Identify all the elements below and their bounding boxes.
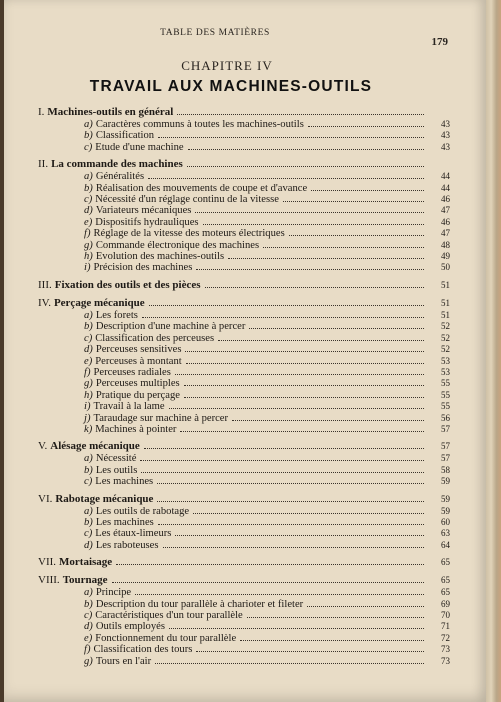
item-letter: e) <box>84 216 93 228</box>
item-letter: e) <box>84 355 93 367</box>
toc-item <box>38 476 450 487</box>
toc-section <box>38 574 450 667</box>
table-of-contents <box>38 104 450 672</box>
toc-item <box>38 344 450 355</box>
item-page-number: 56 <box>441 412 450 423</box>
toc-section-heading <box>38 279 450 292</box>
toc-item <box>38 310 450 321</box>
item-page-number: 72 <box>441 632 450 643</box>
page-edge <box>486 0 501 702</box>
item-letter: a) <box>84 453 93 465</box>
section-title: Perçage mécanique <box>53 296 145 309</box>
toc-item <box>38 633 450 644</box>
dot-leader <box>184 385 424 386</box>
toc-item <box>38 333 450 344</box>
item-page-number: 52 <box>441 321 450 332</box>
item-page-number: 57 <box>441 453 450 464</box>
item-page-number: 51 <box>441 309 450 320</box>
toc-item <box>38 610 450 621</box>
toc-section-heading <box>38 158 450 171</box>
item-text: Caractères communs à toutes les machines-outils <box>95 119 304 130</box>
toc-item <box>38 321 450 332</box>
item-letter: c) <box>84 528 93 540</box>
dot-leader <box>148 178 424 179</box>
item-text: Les étaux-limeurs <box>95 528 172 540</box>
item-page-number: 69 <box>441 598 450 609</box>
item-page-number: 63 <box>441 528 450 539</box>
dot-leader <box>240 640 424 641</box>
item-letter: f) <box>84 366 91 378</box>
section-title: Rabotage mécanique <box>55 492 154 505</box>
item-letter: g) <box>84 378 93 390</box>
item-page-number: 44 <box>441 171 450 182</box>
item-page-number: 64 <box>441 539 450 550</box>
section-page-number: 65 <box>441 575 450 586</box>
item-text: Réglage de la vitesse des moteurs électriques <box>93 228 285 240</box>
item-page-number: 58 <box>441 464 450 475</box>
dot-leader <box>144 448 424 449</box>
toc-section <box>38 556 450 569</box>
section-number: III. <box>38 278 52 291</box>
toc-item <box>38 119 450 130</box>
item-text: Réalisation des mouvements de coupe et d'avance <box>95 182 308 194</box>
item-text: Caractéristiques d'un tour parallèle <box>95 610 243 621</box>
item-page-number: 65 <box>441 587 450 598</box>
toc-section <box>38 158 450 274</box>
item-letter: i) <box>84 401 91 413</box>
item-letter: c) <box>84 141 93 153</box>
toc-section-heading <box>38 574 450 587</box>
toc-item <box>38 465 450 476</box>
item-text: Perceuses à montant <box>95 355 182 367</box>
item-text: Précision des machines <box>93 262 193 274</box>
dot-leader <box>140 460 424 461</box>
item-text: Evolution des machines-outils <box>95 251 225 263</box>
toc-item <box>38 356 450 367</box>
section-title: Alésage mécanique <box>50 440 140 453</box>
toc-item <box>38 130 450 141</box>
section-number: II. <box>38 158 49 171</box>
item-page-number: 47 <box>441 205 450 216</box>
toc-section-heading <box>38 440 450 453</box>
section-page-number: 51 <box>441 297 450 308</box>
page-number: 179 <box>431 36 448 48</box>
section-page-number: 65 <box>441 557 450 568</box>
dot-leader <box>308 126 424 127</box>
item-page-number: 70 <box>441 610 450 620</box>
item-text: Nécessité d'un réglage continu de la vitesse <box>95 194 279 206</box>
dot-leader <box>307 606 424 607</box>
item-page-number: 43 <box>441 141 450 152</box>
item-letter: c) <box>84 332 93 344</box>
item-text: Machines à pointer <box>95 423 177 435</box>
item-page-number: 60 <box>441 516 450 527</box>
dot-leader <box>187 166 424 167</box>
toc-item <box>38 217 450 228</box>
dot-leader <box>263 247 424 248</box>
toc-item <box>38 506 450 517</box>
item-letter: b) <box>84 130 93 142</box>
dot-leader <box>186 363 424 364</box>
item-page-number: 46 <box>441 216 450 227</box>
section-number: V. <box>38 440 48 453</box>
toc-section-heading <box>38 556 450 569</box>
item-letter: i) <box>84 262 91 274</box>
section-page-number: 57 <box>441 441 450 452</box>
item-letter: a) <box>84 587 93 599</box>
dot-leader <box>157 483 424 484</box>
toc-item <box>38 587 450 598</box>
item-page-number: 44 <box>441 182 450 193</box>
item-page-number: 57 <box>441 423 450 434</box>
item-text: Les machines <box>95 476 154 488</box>
item-text: Commande électronique des machines <box>95 239 260 251</box>
item-page-number: 59 <box>441 476 450 487</box>
item-letter: e) <box>84 632 93 644</box>
toc-item <box>38 367 450 378</box>
item-page-number: 55 <box>441 378 450 389</box>
toc-item <box>38 599 450 610</box>
chapter-heading: CHAPITRE IV <box>181 58 273 73</box>
dot-leader <box>155 663 424 664</box>
toc-section <box>38 440 450 487</box>
item-letter: f) <box>84 644 91 656</box>
toc-item <box>38 171 450 182</box>
item-text: Nécessité <box>95 453 137 465</box>
item-text: Classification des tours <box>93 644 193 656</box>
item-page-number: 48 <box>441 239 450 250</box>
dot-leader <box>158 137 424 138</box>
toc-item <box>38 413 450 424</box>
item-text: Principe <box>95 587 132 599</box>
item-text: Description du tour parallèle à charioter et fileter <box>95 598 304 610</box>
dot-leader <box>157 501 424 502</box>
dot-leader <box>158 524 424 525</box>
section-page-number: 51 <box>441 279 450 290</box>
dot-leader <box>135 594 424 595</box>
item-text: Taraudage sur machine à percer <box>93 412 229 424</box>
dot-leader <box>163 547 425 548</box>
dot-leader <box>169 628 424 629</box>
toc-item <box>38 378 450 389</box>
toc-item <box>38 251 450 262</box>
dot-leader <box>196 269 424 270</box>
item-text: Dispositifs hydrauliques <box>95 216 199 228</box>
item-text: Tours en l'air <box>95 655 152 667</box>
item-letter: a) <box>84 309 93 321</box>
item-text: Les raboteuses <box>95 539 159 551</box>
item-text: Les outils de rabotage <box>95 505 190 517</box>
dot-leader <box>218 340 424 341</box>
item-text: Outils employés <box>95 621 165 633</box>
dot-leader <box>185 351 424 352</box>
item-text: Pratique du perçage <box>95 389 180 401</box>
item-letter: b) <box>84 321 93 333</box>
item-text: Travail à la lame <box>93 401 165 413</box>
toc-section <box>38 106 450 153</box>
dot-leader <box>196 651 424 652</box>
toc-item <box>38 621 450 632</box>
item-page-number: 71 <box>441 621 450 632</box>
item-text: Perceuses radiales <box>93 366 171 378</box>
book-page <box>4 0 486 702</box>
toc-section-heading <box>38 493 450 506</box>
dot-leader <box>228 258 424 259</box>
item-page-number: 73 <box>441 655 450 666</box>
toc-item <box>38 528 450 539</box>
toc-item <box>38 240 450 251</box>
toc-section <box>38 297 450 435</box>
item-page-number: 47 <box>441 228 450 239</box>
item-letter: d) <box>84 205 93 217</box>
item-page-number: 52 <box>441 344 450 355</box>
item-letter: j) <box>84 412 91 424</box>
section-title: La commande des machines <box>51 158 183 171</box>
section-title: Mortaisage <box>59 556 113 569</box>
item-letter: g) <box>84 655 93 667</box>
item-letter: b) <box>84 464 93 476</box>
chapter-title: TRAVAIL AUX MACHINES-OUTILS <box>89 78 373 95</box>
dot-leader <box>184 397 424 398</box>
section-number: VII. <box>38 556 57 569</box>
item-letter: b) <box>84 182 93 194</box>
toc-item <box>38 517 450 528</box>
section-title: Fixation des outils et des pièces <box>54 278 201 291</box>
toc-item <box>38 540 450 551</box>
section-number: IV. <box>38 296 51 309</box>
toc-item <box>38 453 450 464</box>
item-page-number: 73 <box>441 644 450 655</box>
toc-item <box>38 228 450 239</box>
section-title: Tournage <box>62 574 108 587</box>
item-letter: f) <box>84 228 91 240</box>
toc-item <box>38 262 450 273</box>
item-letter: a) <box>84 171 93 183</box>
item-text: Les forets <box>95 309 138 321</box>
section-title: Machines-outils en général <box>47 106 174 118</box>
dot-leader <box>188 149 424 150</box>
item-page-number: 50 <box>441 262 450 273</box>
toc-item <box>38 183 450 194</box>
item-page-number: 43 <box>441 119 450 129</box>
toc-section-heading <box>38 297 450 310</box>
item-text: Classification des perceuses <box>95 332 215 344</box>
dot-leader <box>232 420 424 421</box>
item-letter: c) <box>84 194 93 206</box>
item-text: Classification <box>95 130 155 142</box>
dot-leader <box>180 431 424 432</box>
toc-item <box>38 194 450 205</box>
dot-leader <box>141 472 424 473</box>
item-text: Variateurs mécaniques <box>95 205 192 217</box>
item-text: Fonctionnement du tour parallèle <box>95 632 237 644</box>
item-letter: g) <box>84 239 93 251</box>
section-number: VIII. <box>38 574 60 587</box>
item-page-number: 53 <box>441 355 450 366</box>
section-page-number: 59 <box>441 493 450 504</box>
item-page-number: 52 <box>441 332 450 343</box>
toc-item <box>38 142 450 153</box>
item-letter: b) <box>84 516 93 528</box>
dot-leader <box>193 513 424 514</box>
item-page-number: 59 <box>441 505 450 516</box>
item-text: Les outils <box>95 464 138 476</box>
dot-leader <box>142 317 424 318</box>
item-letter: d) <box>84 621 93 633</box>
item-letter: h) <box>84 389 93 401</box>
item-text: Les machines <box>95 516 154 528</box>
running-head: TABLE DES MATIÈRES <box>160 28 270 38</box>
dot-leader <box>249 328 424 329</box>
item-letter: b) <box>84 598 93 610</box>
dot-leader <box>116 564 424 565</box>
item-letter: a) <box>84 119 93 130</box>
dot-leader <box>247 617 424 618</box>
dot-leader <box>195 212 424 213</box>
dot-leader <box>175 374 424 375</box>
dot-leader <box>205 287 425 288</box>
item-text: Etude d'une machine <box>95 141 184 153</box>
toc-item <box>38 644 450 655</box>
dot-leader <box>175 535 424 536</box>
section-number: I. <box>38 106 45 118</box>
toc-item <box>38 656 450 667</box>
item-letter: c) <box>84 476 93 488</box>
item-letter: c) <box>84 610 93 621</box>
item-page-number: 46 <box>441 194 450 205</box>
item-letter: k) <box>84 423 93 435</box>
item-letter: d) <box>84 344 93 356</box>
toc-section <box>38 279 450 292</box>
item-letter: d) <box>84 539 93 551</box>
toc-item <box>38 205 450 216</box>
item-letter: h) <box>84 251 93 263</box>
item-page-number: 55 <box>441 401 450 412</box>
item-page-number: 55 <box>441 389 450 400</box>
toc-item <box>38 424 450 435</box>
item-letter: a) <box>84 505 93 517</box>
dot-leader <box>283 201 424 202</box>
item-page-number: 53 <box>441 366 450 377</box>
dot-leader <box>177 114 424 115</box>
dot-leader <box>149 305 424 306</box>
dot-leader <box>169 408 424 409</box>
toc-item <box>38 390 450 401</box>
item-page-number: 49 <box>441 251 450 262</box>
item-text: Perceuses multiples <box>95 378 180 390</box>
toc-section <box>38 493 450 552</box>
toc-section-heading <box>38 106 450 119</box>
dot-leader <box>289 235 424 236</box>
item-text: Perceuses sensitives <box>95 344 182 356</box>
toc-item <box>38 401 450 412</box>
dot-leader <box>311 190 424 191</box>
item-text: Description d'une machine à percer <box>95 321 246 333</box>
item-text: Généralités <box>95 171 145 183</box>
section-number: VI. <box>38 492 53 505</box>
dot-leader <box>112 582 424 583</box>
item-page-number: 43 <box>441 130 450 141</box>
dot-leader <box>203 224 424 225</box>
